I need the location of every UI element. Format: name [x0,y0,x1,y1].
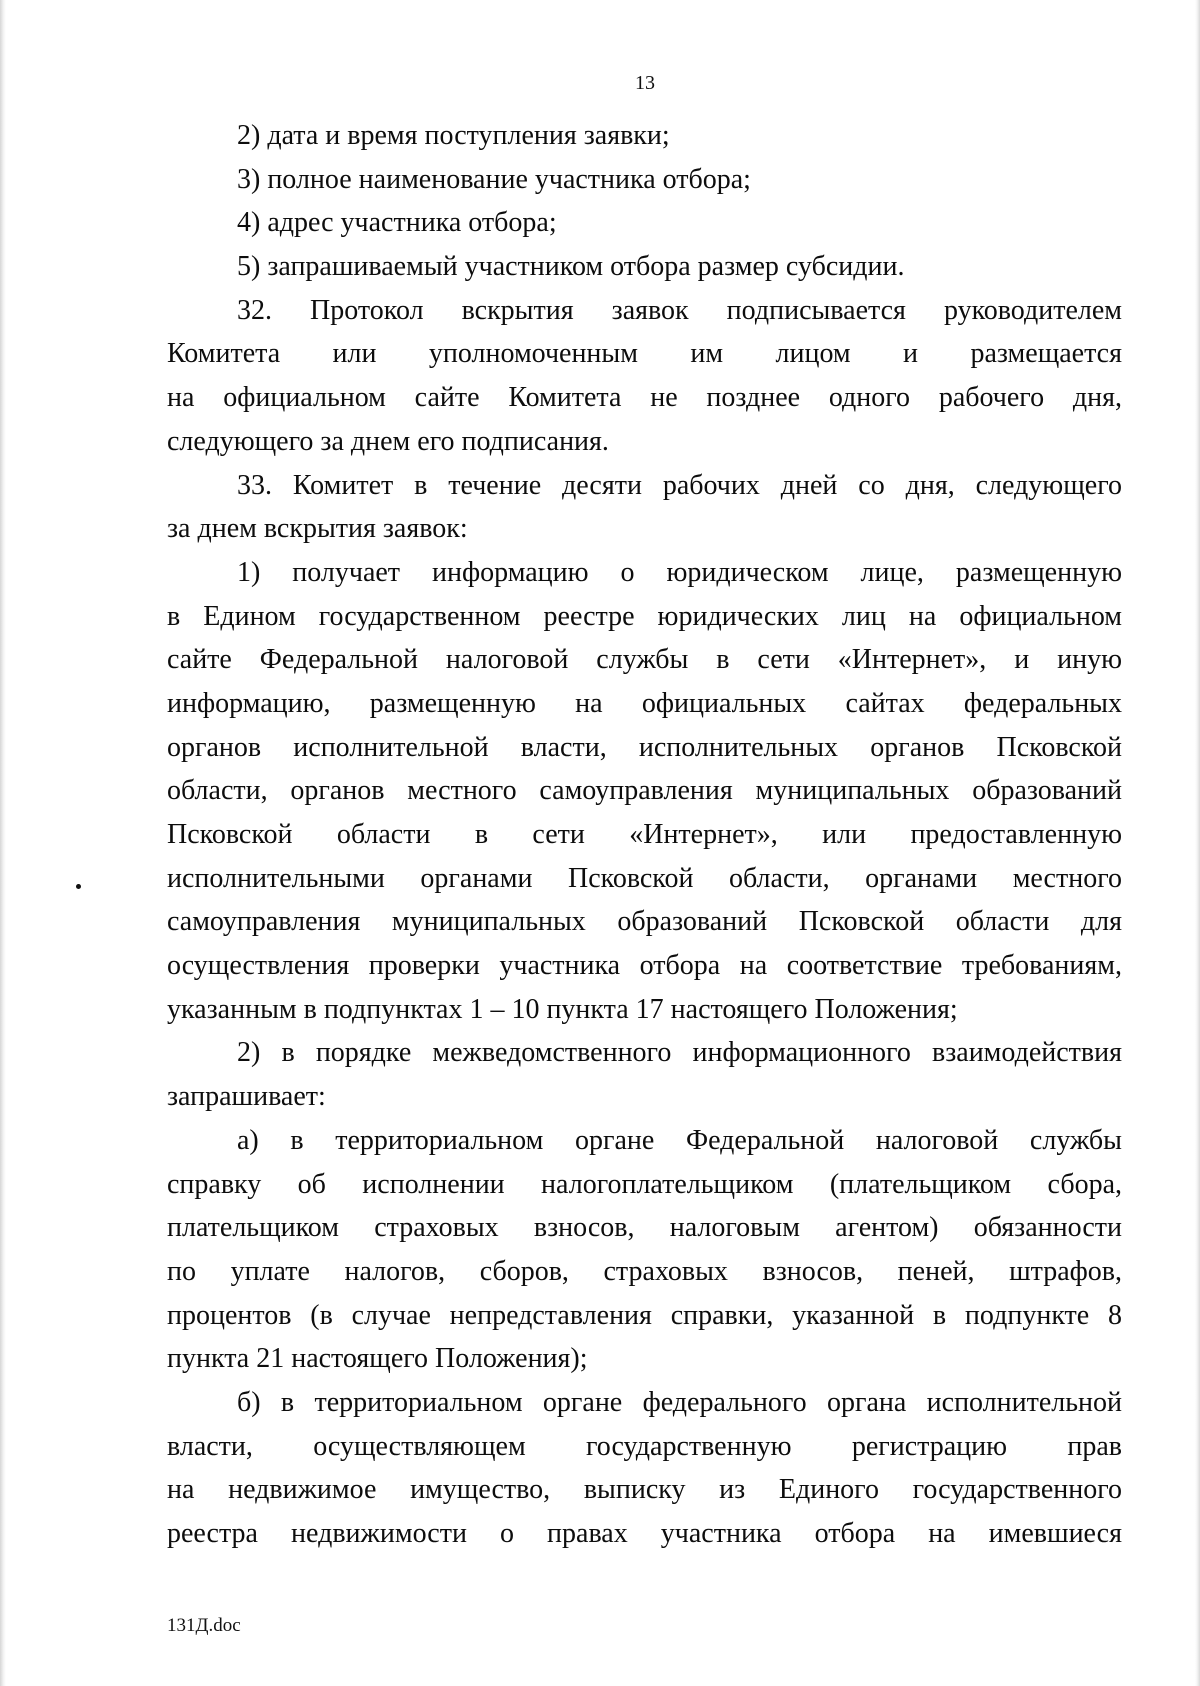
clause-33-subitem-2 [167,1031,1122,1118]
text-line: 3) полное наименование участника отбора; [237,163,751,195]
text-line: области, органов местного самоуправления муниципальных образований [167,775,1122,807]
text-line: сайте Федеральной налоговой службы в сети «Интернет», и иную [167,644,1122,676]
text-line: 2) дата и время поступления заявки; [237,120,670,151]
text-line: осуществления проверки участника отбора на соответствие требованиям, [167,950,1122,982]
text-line: органов исполнительной власти, исполнительных органов Псковской [167,731,1122,763]
text-line: Псковской области в сети «Интернет», или предоставленную [167,819,1122,850]
text-line: запрашивает: [167,1081,326,1113]
page-number: 13 [635,72,655,94]
text-line: по уплате налогов, сборов, страховых взносов, пеней, штрафов, [167,1255,1122,1287]
text-line: плательщиком страховых взносов, налоговым агентом) обязанности [167,1212,1122,1244]
text-line: 33. Комитет в течение десяти рабочих дней со дня, следующего [237,469,1122,501]
list-item-full-name [167,158,1122,202]
clause-33-subitem-a [167,1119,1122,1381]
text-line: 1) получает информацию о юридическом лице, размещенную [237,556,1122,588]
scan-edge-right [1195,0,1200,1686]
text-line: 2) в порядке межведомственного информационного взаимодействия [237,1037,1122,1069]
clause-33-subitem-b [167,1381,1122,1556]
list-item-date-time [167,114,1122,158]
text-line: самоуправления муниципальных образований Псковской области для [167,906,1122,938]
text-line: исполнительными органами Псковской области, органами местного [167,862,1122,894]
text-line: процентов (в случае непредставления справки, указанной в подпункте 8 [167,1299,1122,1331]
text-line: справку об исполнении налогоплательщиком (плательщиком сбора, [167,1168,1122,1200]
clause-32-paragraph [167,289,1122,464]
text-line: б) в территориальном органе федерального органа исполнительной [237,1386,1122,1418]
list-item-subsidy-amount [167,245,1122,289]
scan-speck [76,884,81,889]
text-line: следующего за днем его подписания. [167,425,609,457]
document-body [167,114,1122,1556]
text-line: на недвижимое имущество, выписку из Единого государственного [167,1474,1122,1506]
text-line: на официальном сайте Комитета не позднее одного рабочего дня, [167,382,1122,414]
text-line: а) в территориальном органе Федеральной налоговой службы [237,1124,1122,1156]
text-line: Комитета или уполномоченным им лицом и размещается [167,338,1122,370]
text-line: информацию, размещенную на официальных сайтах федеральных [167,687,1122,719]
text-line: власти, осуществляющем государственную регистрацию прав [167,1430,1122,1462]
text-line: пункта 21 настоящего Положения); [167,1343,588,1375]
clause-33-subitem-1 [167,551,1122,1032]
footer-filename: 131Д.doc [167,1615,241,1636]
text-line: указанным в подпунктах 1 – 10 пункта 17 настоящего Положения; [167,993,958,1025]
text-line: реестра недвижимости о правах участника отбора на имевшиеся [167,1518,1122,1549]
text-line: 4) адрес участника отбора; [237,207,557,239]
text-line: 32. Протокол вскрытия заявок подписывается руководителем [237,294,1122,326]
text-line: 5) запрашиваемый участником отбора размер субсидии. [237,251,905,283]
list-item-address [167,201,1122,245]
clause-33-paragraph [167,464,1122,551]
text-line: за днем вскрытия заявок: [167,513,468,545]
text-line: в Едином государственном реестре юридических лиц на официальном [167,600,1122,632]
scan-edge-left [0,0,6,1686]
